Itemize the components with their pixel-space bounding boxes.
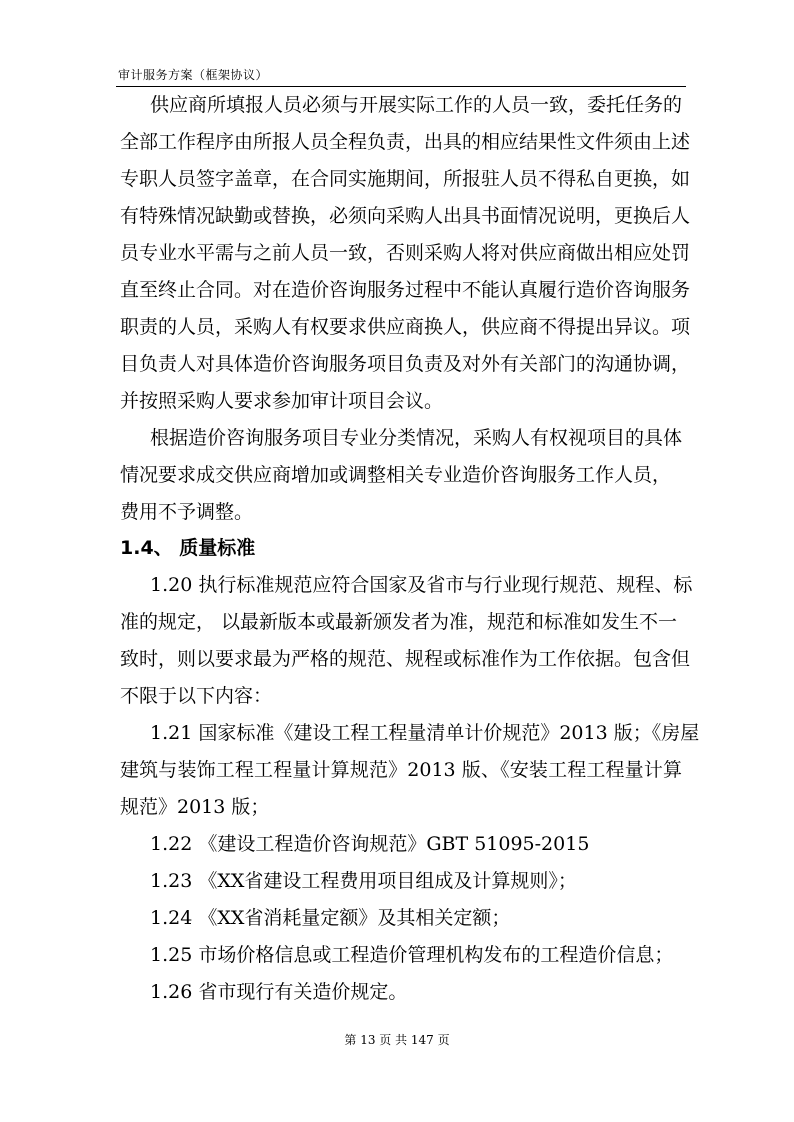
header-title: 审计服务方案（框架协议） [118, 68, 269, 82]
list-item-continuation: 建筑与装饰工程工程量计算规范》2013 版、《安装工程工程量计算 [120, 759, 682, 781]
list-item: 1.25 市场价格信息或工程造价管理机构发布的工程造价信息； [150, 944, 674, 966]
paragraph-line: 根据造价咨询服务项目专业分类情况，采购人有权视项目的具体 [150, 427, 683, 449]
paragraph-line: 费用不予调整。 [120, 501, 254, 523]
list-item: 1.23 《XX省建设工程费用项目组成及计算规则》； [150, 870, 577, 892]
paragraph-line: 直至终止合同。对在造价咨询服务过程中不能认真履行造价咨询服务 [120, 279, 691, 301]
paragraph-line: 并按照采购人要求参加审计项目会议。 [120, 390, 444, 412]
paragraph-line: 不限于以下内容： [120, 685, 273, 707]
page-footer: 第 13 页 共 147 页 [344, 1033, 450, 1047]
list-item: 1.26 省市现行有关造价规定。 [150, 981, 408, 1003]
paragraph-line: 职责的人员，采购人有权要求供应商换人，供应商不得提出异议。项 [120, 316, 691, 338]
list-item-continuation: 规范》2013 版； [120, 796, 270, 818]
paragraph-line: 情况要求成交供应商增加或调整相关专业造价咨询服务工作人员， [120, 464, 672, 486]
page-header [116, 66, 686, 87]
section-heading: 1.4、 质量标准 [120, 537, 256, 559]
list-item: 1.22 《建设工程造价咨询规范》GBT 51095-2015 [150, 833, 590, 855]
paragraph-line: 目负责人对具体造价咨询服务项目负责及对外有关部门的沟通协调， [120, 353, 691, 375]
paragraph-line: 有特殊情况缺勤或替换，必须向采购人出具书面情况说明，更换后人 [120, 205, 691, 227]
list-item: 1.24 《XX省消耗量定额》及其相关定额； [150, 907, 511, 929]
paragraph-line: 员专业水平需与之前人员一致，否则采购人将对供应商做出相应处罚 [120, 242, 691, 264]
paragraph-line: 全部工作程序由所报人员全程负责，出具的相应结果性文件须由上述 [120, 131, 691, 153]
list-item: 1.21 国家标准《建设工程工程量清单计价规范》2013 版；《房屋 [150, 722, 700, 744]
paragraph-line: 准的规定， 以最新版本或最新颁发者为准，规范和标准如发生不一 [120, 611, 678, 633]
paragraph-line: 供应商所填报人员必须与开展实际工作的人员一致，委托任务的 [150, 94, 683, 116]
paragraph-line: 1.20 执行标准规范应符合国家及省市与行业现行规范、规程、标 [150, 574, 693, 596]
paragraph-line: 致时，则以要求最为严格的规范、规程或标准作为工作依据。包含但 [120, 648, 691, 670]
paragraph-line: 专职人员签字盖章，在合同实施期间，所报驻人员不得私自更换，如 [120, 168, 691, 190]
